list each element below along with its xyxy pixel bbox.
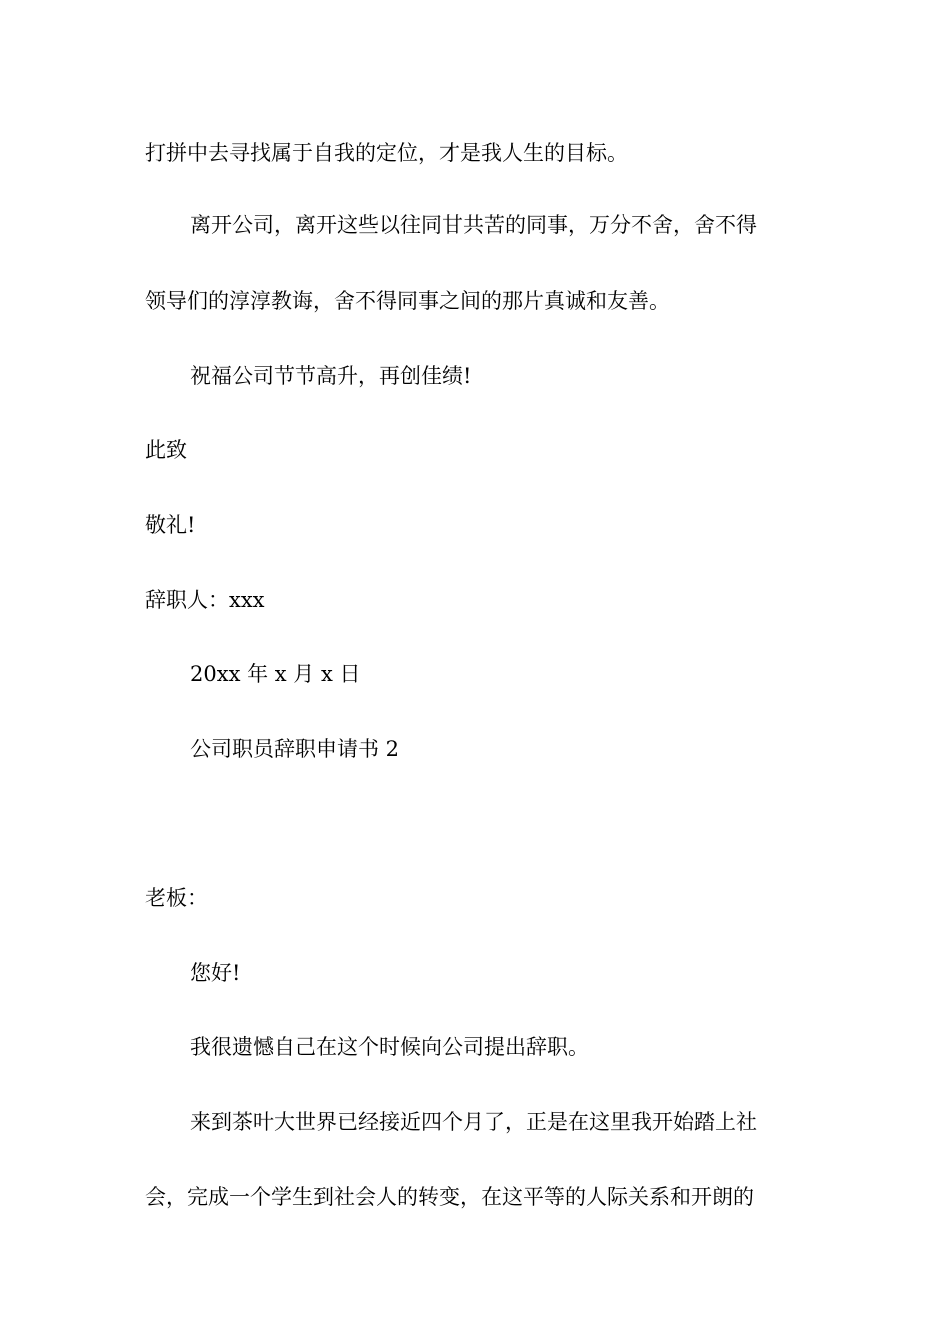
greeting-line: 您好!: [190, 961, 241, 985]
paragraph-line: 来到茶叶大世界已经接近四个月了，正是在这里我开始踏上社: [190, 1110, 757, 1134]
paragraph-line: 我很遗憾自己在这个时候向公司提出辞职。: [190, 1035, 589, 1059]
closing-line: 此致: [145, 438, 187, 462]
closing-line: 敬礼!: [145, 513, 196, 537]
paragraph-line: 领导们的淳淳教诲，舍不得同事之间的那片真诚和友善。: [145, 289, 670, 313]
section-title: 公司职员辞职申请书 2: [190, 737, 400, 761]
date-line: 20xx 年 x 月 x 日: [190, 662, 361, 686]
paragraph-line: 打拼中去寻找属于自我的定位，才是我人生的目标。: [145, 141, 628, 165]
salutation-line: 老板：: [145, 886, 208, 910]
paragraph-line: 会，完成一个学生到社会人的转变，在这平等的人际关系和开朗的: [145, 1185, 754, 1209]
paragraph-line: 离开公司，离开这些以往同甘共苦的同事，万分不舍，舍不得: [190, 213, 757, 237]
signature-line: 辞职人：xxx: [145, 588, 265, 612]
paragraph-line: 祝福公司节节高升，再创佳绩!: [190, 364, 472, 388]
